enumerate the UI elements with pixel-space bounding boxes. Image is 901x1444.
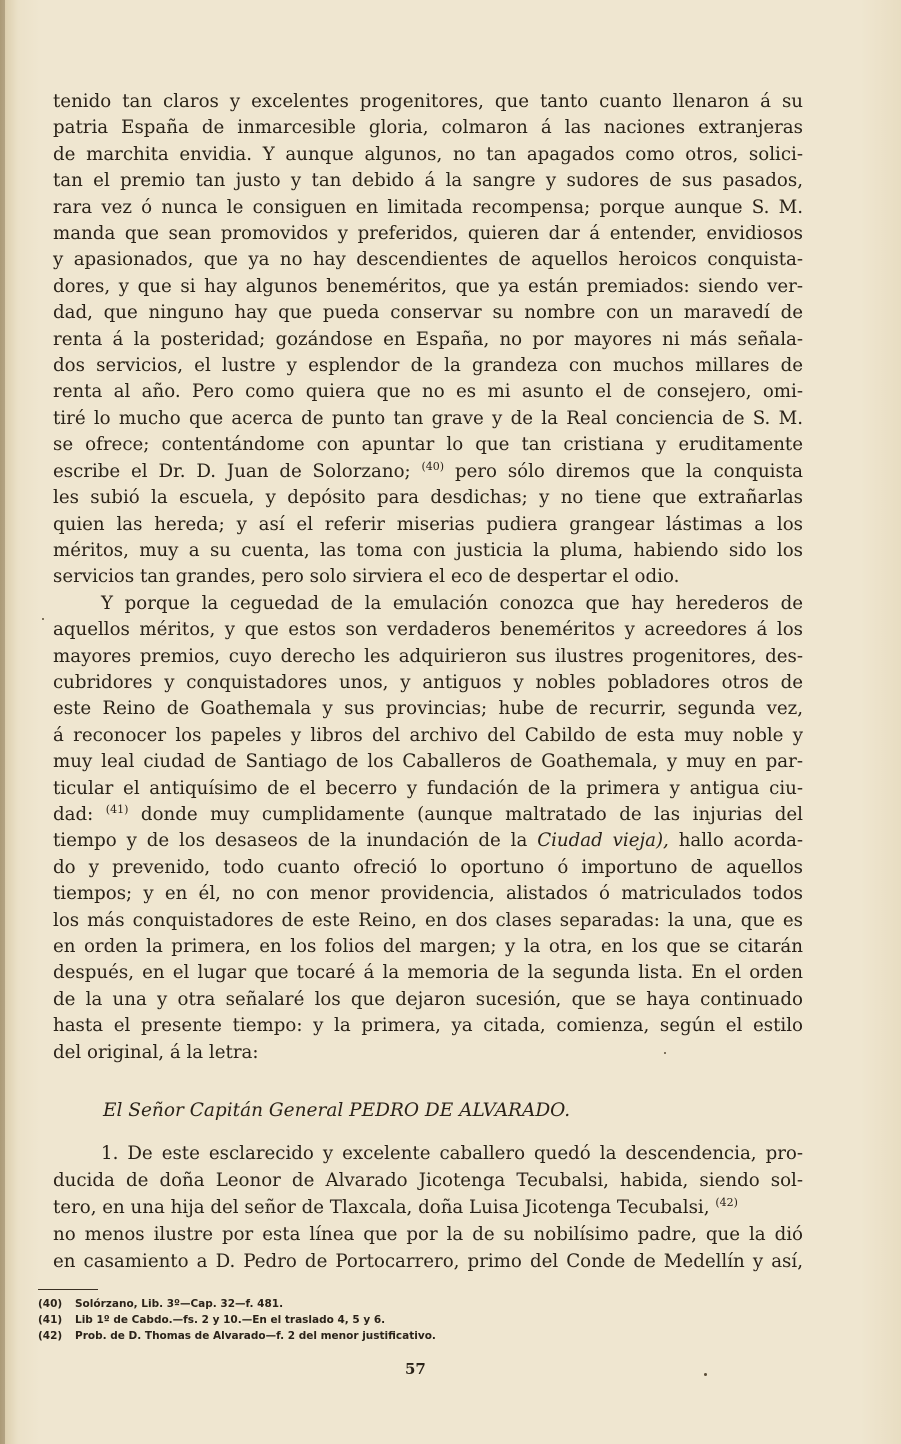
text-line-with-footnote-ref: [53, 802, 803, 828]
text-line: do y prevenido, todo cuanto ofreció lo oportuno ó importuno de aquellos: [53, 856, 803, 878]
text-line: tiempos; y en él, no con menor providencia, alistados ó matriculados todos: [53, 883, 803, 905]
footnote-text: Solórzano, Lib. 3º—Cap. 32—f. 481.: [75, 1298, 284, 1310]
footnote-number: (41): [38, 1314, 63, 1326]
text-segment: hallo acorda-: [678, 830, 803, 852]
text-line: á reconocer los papeles y libros del archivo del Cabildo de esta muy noble y: [53, 724, 803, 746]
text-line: aquellos méritos, y que estos son verdaderos beneméritos y acreedores á los: [53, 619, 803, 641]
text-line-with-footnote-ref: [53, 459, 803, 485]
text-line: no menos ilustre por esta línea que por la de su nobilísimo padre, que la dió: [53, 1224, 803, 1245]
footnote-ref-42: (42): [715, 1196, 738, 1209]
page-gutter-shadow: [0, 0, 5, 1444]
footnote-separator: [38, 1289, 98, 1290]
italic-place-name: Ciudad vieja),: [537, 830, 669, 852]
text-line: cubridores y conquistadores unos, y antiguos y nobles pobladores otros de: [53, 671, 803, 693]
footnote-number: (42): [38, 1330, 63, 1342]
text-line: ducida de doña Leonor de Alvarado Jicotenga Tecubalsi, habida, siendo sol-: [53, 1170, 803, 1191]
text-line: en orden la primera, en los folios del margen; y la otra, en los que se citarán: [53, 936, 803, 957]
body-text: [53, 89, 803, 1066]
page-number: 57: [405, 1360, 426, 1378]
text-line: de la una y otra señalaré los que dejaron sucesión, que se haya continuado: [53, 988, 803, 1010]
body-text-section: [53, 1140, 803, 1275]
text-line: les subió la escuela, y depósito para desdichas; y no tiene que extrañarlas: [53, 487, 803, 509]
footnote: [38, 1312, 436, 1328]
text-line: después, en el lugar que tocaré á la memoria de la segunda lista. En el orden: [53, 962, 803, 984]
text-line: dad, que ninguno hay que pueda conservar su nombre con un maravedí de: [53, 302, 803, 324]
text-segment: tero, en una hija del señor de Tlaxcala, doña Luisa Jicotenga Tecubalsi,: [53, 1197, 710, 1218]
text-line: y apasionados, que ya no hay descendientes de aquellos heroicos conquista-: [53, 249, 803, 271]
footnote-number: (40): [38, 1298, 63, 1310]
paper-speck: [664, 1052, 666, 1054]
text-line: hasta el presente tiempo: y la primera, ya citada, comienza, según el estilo: [53, 1015, 803, 1037]
text-line: manda que sean promovidos y preferidos, quieren dar á entender, envidiosos: [53, 223, 803, 245]
text-line: quien las hereda; y así el referir miserias pudiera grangear lástimas a los: [53, 513, 803, 535]
section-heading: El Señor Capitán General PEDRO DE ALVARADO.: [103, 1100, 571, 1121]
text-line: este Reino de Goathemala y sus provincias; hube de recurrir, segunda vez,: [53, 698, 803, 720]
text-line: los más conquistadores de este Reino, en dos clases separadas: la una, que es: [53, 909, 803, 931]
footnote-ref-41: (41): [105, 802, 129, 816]
text-segment: donde muy cumplidamente (aunque maltratado de las injurias del: [140, 803, 803, 825]
text-line: méritos, muy a su cuenta, las toma con justicia la pluma, habiendo sido los: [53, 539, 803, 561]
text-line: renta al año. Pero como quiera que no es mi asunto el de consejero, omi-: [53, 381, 803, 403]
text-line: del original, á la letra:: [53, 1041, 259, 1063]
footnote: [38, 1328, 436, 1344]
text-line-with-footnote-ref: [53, 1194, 803, 1221]
text-line: de marchita envidia. Y aunque algunos, no tan apagados como otros, solici-: [53, 143, 803, 165]
text-line: dos servicios, el lustre y esplendor de la grandeza con muchos millares de: [53, 355, 803, 377]
paper-speck: [704, 1373, 707, 1376]
text-line: muy leal ciudad de Santiago de los Caballeros de Goathemala, y muy en par-: [53, 751, 803, 773]
text-line: mayores premios, cuyo derecho les adquirieron sus ilustres progenitores, des-: [53, 645, 803, 667]
text-line: tan el premio tan justo y tan debido á la sangre y sudores de sus pasados,: [53, 170, 803, 192]
text-segment: escribe el Dr. D. Juan de Solorzano;: [53, 460, 411, 482]
text-line: servicios tan grandes, pero solo sirviera el eco de despertar el odio.: [53, 566, 680, 588]
text-line: 1. De este esclarecido y excelente caballero quedó la descendencia, pro-: [101, 1143, 803, 1164]
text-line: en casamiento a D. Pedro de Portocarrero, primo del Conde de Medellín y así,: [53, 1251, 803, 1272]
text-line: Y porque la ceguedad de la emulación conozca que hay herederos de: [101, 592, 803, 614]
text-segment: pero sólo diremos que la conquista: [454, 460, 803, 482]
text-line: se ofrece; contentándome con apuntar lo que tan cristiana y eruditamente: [53, 434, 803, 456]
text-line-with-italic: [53, 828, 803, 854]
text-line: rara vez ó nunca le consiguen en limitada recompensa; porque aunque S. M.: [53, 196, 803, 218]
text-line: renta á la posteridad; gozándose en España, no por mayores ni más señala-: [53, 328, 803, 350]
text-line: ticular el antiquísimo de el becerro y fundación de la primera y antigua ciu-: [53, 777, 803, 799]
footnote: [38, 1296, 436, 1312]
paper-speck: [42, 618, 44, 620]
footnote-text: Lib 1º de Cabdo.—fs. 2 y 10.—En el traslado 4, 5 y 6.: [75, 1314, 386, 1326]
text-line: tenido tan claros y excelentes progenitores, que tanto cuanto llenaron á su: [53, 91, 803, 112]
text-segment: dad:: [53, 803, 94, 825]
text-line: tiré lo mucho que acerca de punto tan grave y de la Real conciencia de S. M.: [53, 407, 803, 429]
footnotes: [38, 1296, 436, 1344]
footnote-text: Prob. de D. Thomas de Alvarado—f. 2 del menor justificativo.: [75, 1330, 436, 1342]
text-line: patria España de inmarcesible gloria, colmaron á las naciones extranjeras: [53, 117, 803, 139]
text-line: dores, y que si hay algunos beneméritos, que ya están premiados: siendo ver-: [53, 275, 803, 297]
footnote-ref-40: (40): [421, 459, 445, 473]
text-segment: tiempo y de los desaseos de la inundación de la: [53, 830, 528, 852]
